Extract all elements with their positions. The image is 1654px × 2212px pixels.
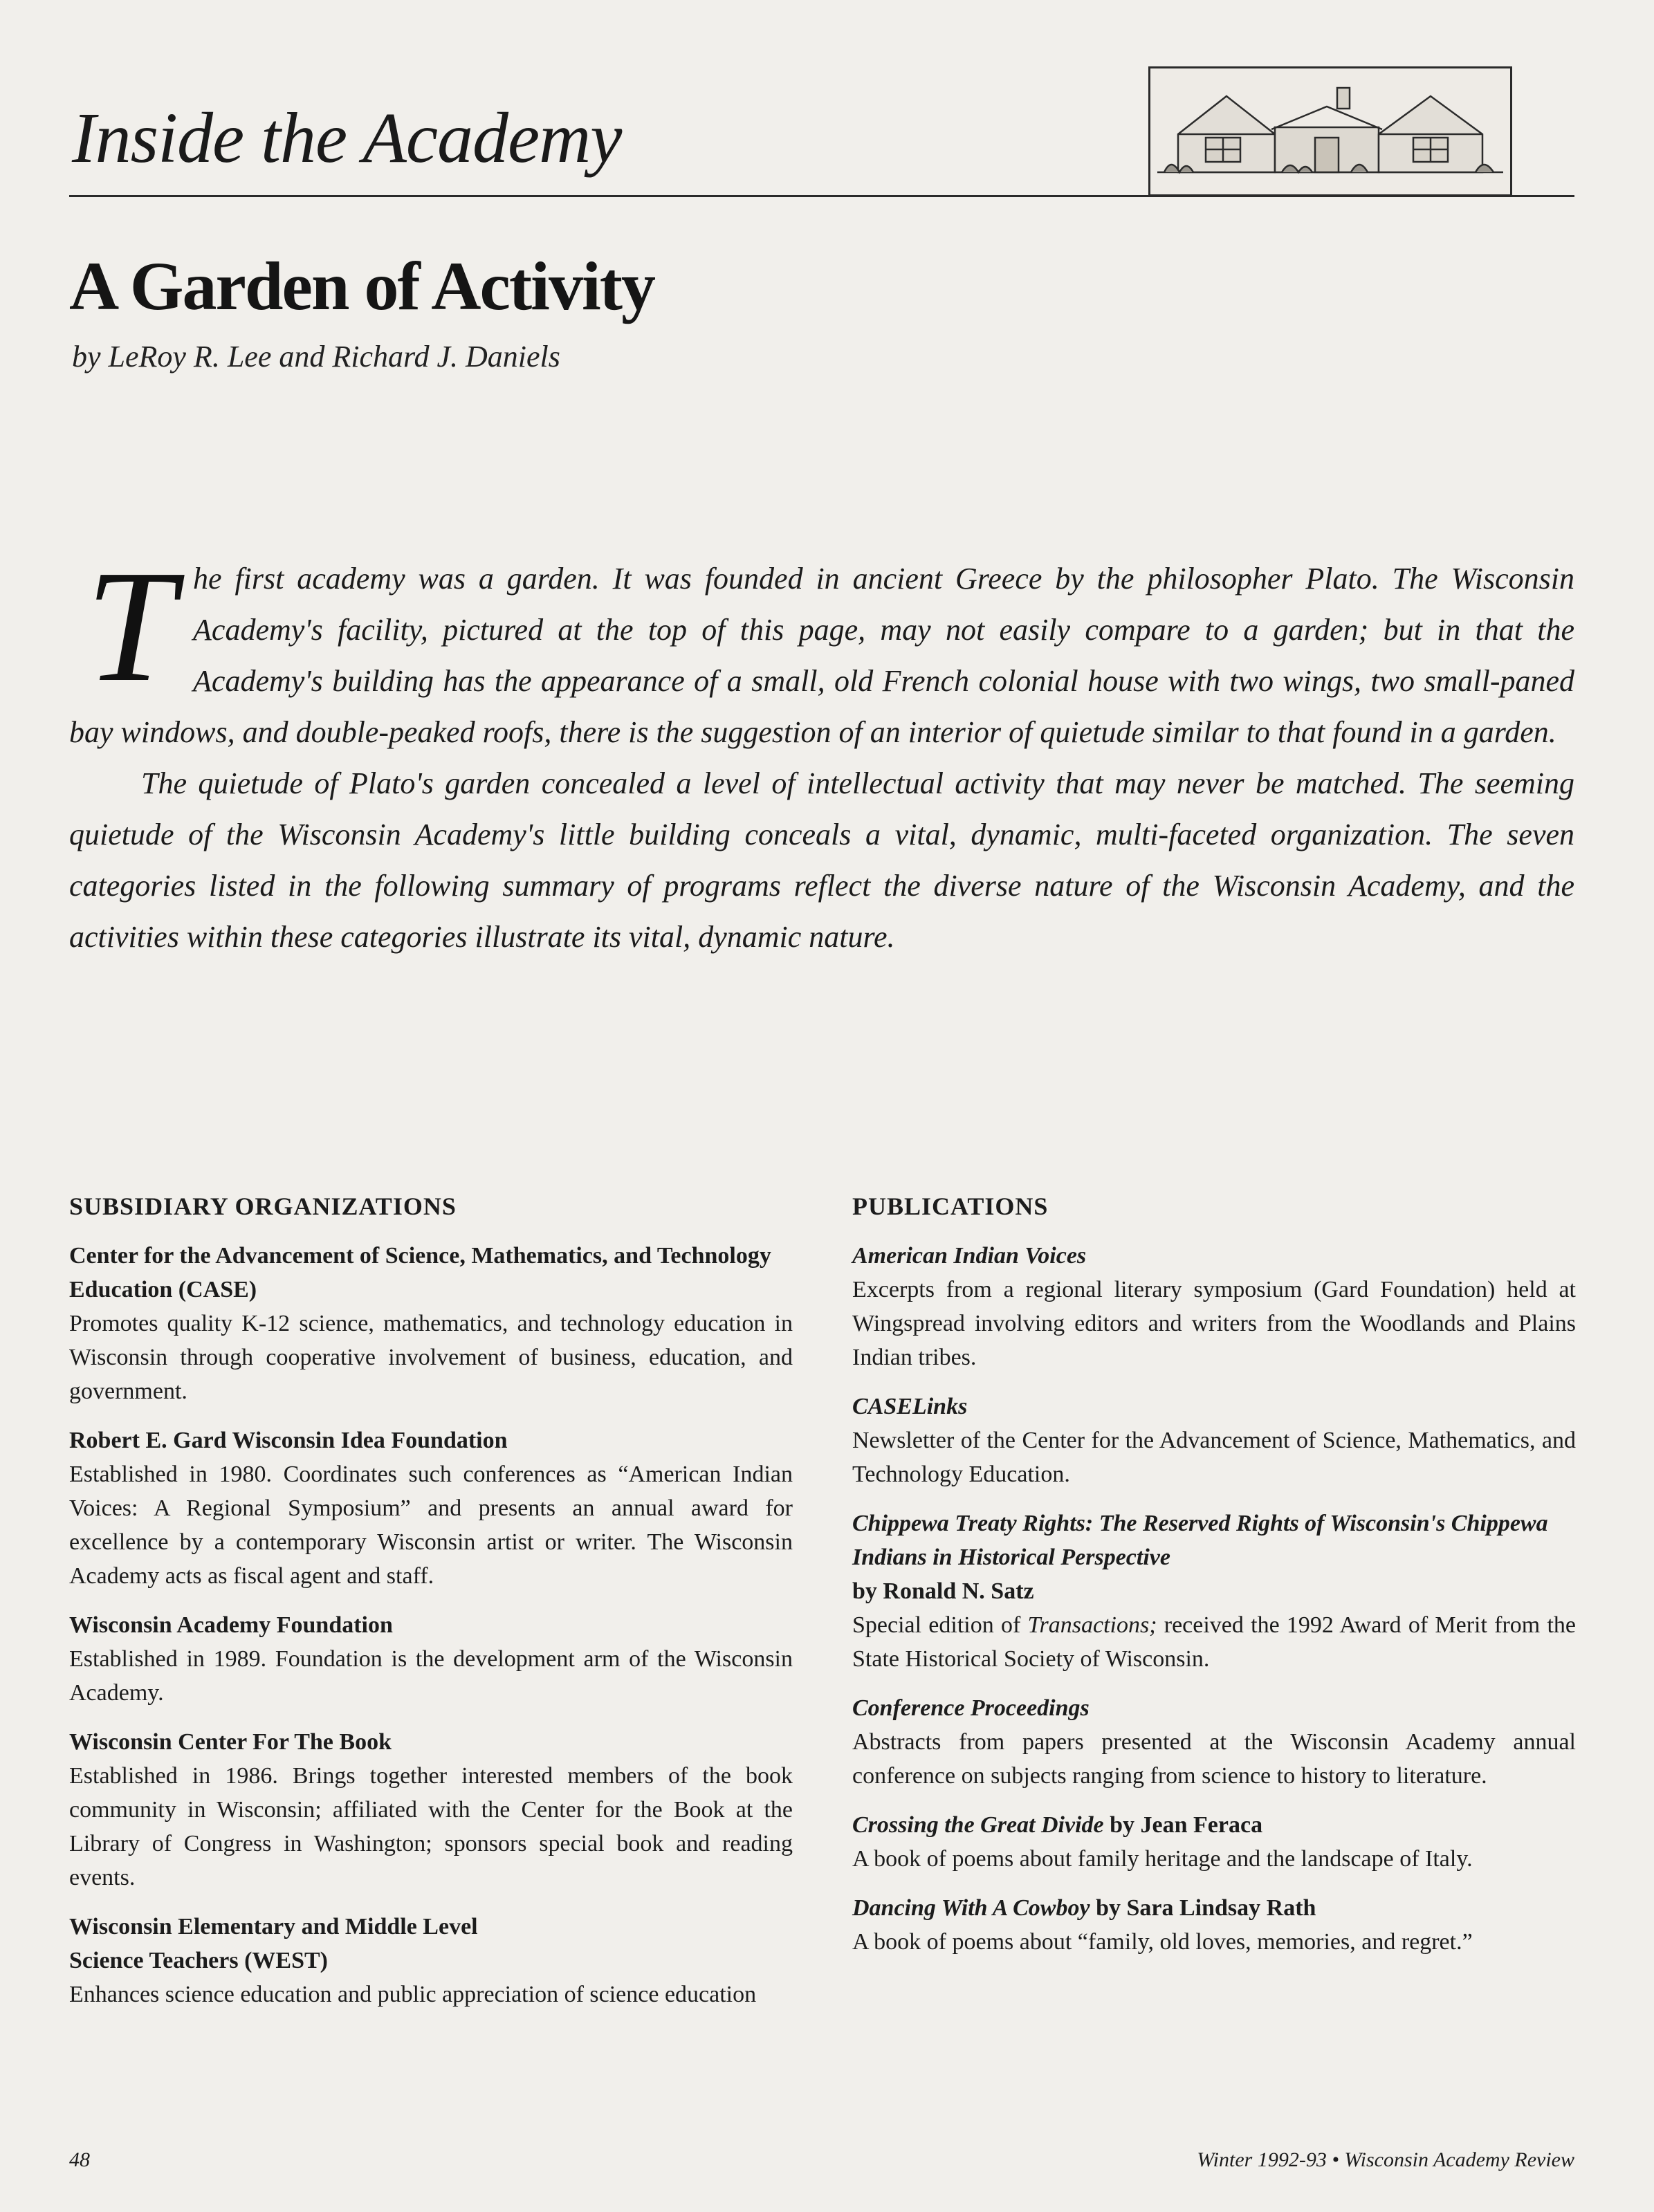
list-item (69, 1239, 793, 1408)
publications-heading: PUBLICATIONS (852, 1192, 1049, 1220)
entry-author: by Sara Lindsay Rath (1090, 1895, 1316, 1921)
house-illustration (1148, 66, 1512, 196)
byline: by LeRoy R. Lee and Richard J. Daniels (72, 340, 560, 374)
entry-author: by Jean Feraca (1103, 1812, 1263, 1838)
entry-name: Wisconsin Center For The Book (69, 1729, 392, 1755)
issue-label: Winter 1992-93 • Wisconsin Academy Review (1197, 2148, 1574, 2171)
entry-desc: Enhances science education and public appreciation of science education (69, 1982, 757, 2007)
entry-desc-post: received the 1992 Award of Merit from the State Historical Society of Wisconsin. (852, 1612, 1576, 1672)
list-item (69, 1725, 793, 1895)
entry-name: Wisconsin Elementary and Middle Level Science Teachers (WEST) (69, 1914, 478, 1973)
entry-desc (852, 1842, 1576, 1876)
entry-desc-text: Newsletter of the Center for the Advancement of Science, Mathematics, and Technology Education. (852, 1428, 1576, 1487)
entry-desc: Promotes quality K-12 science, mathematics, and technology education in Wisconsin through cooperative involvement of business, education, and government. (69, 1311, 793, 1404)
list-item (852, 1691, 1576, 1793)
entry-desc: Established in 1989. Foundation is the development arm of the Wisconsin Academy. (69, 1646, 793, 1706)
entry-desc (852, 1608, 1576, 1676)
entry-desc-text: A book of poems about “family, old loves, memories, and regret.” (852, 1929, 1473, 1955)
entry-name: Center for the Advancement of Science, Mathematics, and Technology Education (CASE) (69, 1243, 771, 1302)
intro-paragraph-1 (69, 537, 1574, 758)
list-item (852, 1891, 1576, 1959)
entry-title: Conference Proceedings (852, 1695, 1090, 1721)
list-item (69, 1608, 793, 1710)
intro-text (69, 537, 1574, 963)
list-item (852, 1808, 1576, 1876)
list-item (852, 1390, 1576, 1491)
subsidiary-heading: SUBSIDIARY ORGANIZATIONS (69, 1192, 457, 1220)
entry-desc-em: Transactions; (1027, 1612, 1157, 1638)
entry-desc (852, 1925, 1576, 1959)
entry-desc-text: A book of poems about family heritage and the landscape of Italy. (852, 1846, 1473, 1872)
subsidiary-column (69, 1190, 793, 2027)
entry-desc: Established in 1986. Brings together interested members of the book community in Wisconsin; affiliated with the Center for the Book at the Library of Congress in Washington; sponsors special book and reading events. (69, 1763, 793, 1890)
entry-name: Wisconsin Academy Foundation (69, 1612, 393, 1638)
list-item (852, 1506, 1576, 1676)
entry-desc (852, 1725, 1576, 1793)
entry-desc: Established in 1980. Coordinates such conferences as “American Indian Voices: A Regional Symposium” and presents an annual award for excellence by a contemporary Wisconsin artist or writer. The Wisconsin Academy acts as fiscal agent and staff. (69, 1462, 793, 1589)
header-rule (69, 195, 1574, 197)
entry-title: Dancing With A Cowboy (852, 1895, 1090, 1921)
entry-desc-text: Abstracts from papers presented at the Wisconsin Academy annual conference on subjects ranging from science to history to literature. (852, 1729, 1576, 1789)
intro-paragraph-1-text: he first academy was a garden. It was founded in ancient Greece by the philosopher Plato. The Wisconsin Academy's facility, pictured at the top of this page, may not easily compare to a garden; but in that the Academy's building has the appearance of a small, old French colonial house with two wings, two small-paned bay windows, and double-peaked roofs, there is the suggestion of an interior of quietude similar to that found in a garden. (69, 562, 1574, 749)
entry-title: Chippewa Treaty Rights: The Reserved Rights of Wisconsin's Chippewa Indians in Historical Perspective (852, 1511, 1548, 1570)
list-item (69, 1423, 793, 1593)
section-title: Inside the Academy (72, 98, 622, 178)
entry-desc (852, 1423, 1576, 1491)
entry-name: Robert E. Gard Wisconsin Idea Foundation (69, 1428, 508, 1453)
list-item (69, 1910, 793, 2011)
publications-column (852, 1190, 1576, 1974)
entry-desc-text: Special edition of (852, 1612, 1028, 1638)
entry-title: Crossing the Great Divide (852, 1812, 1104, 1838)
entry-desc (852, 1273, 1576, 1374)
intro-paragraph-2: The quietude of Plato's garden concealed a level of intellectual activity that may never be matched. The seeming quietude of the Wisconsin Academy's little building conceals a vital, dynamic, multi-faceted organization. The seven categories listed in the following summary of programs reflect the diverse nature of the Wisconsin Academy, and the activities within these categories illustrate its vital, dynamic nature. (69, 766, 1574, 954)
entry-desc-text: Excerpts from a regional literary symposium (Gard Foundation) held at Wingspread involving editors and writers from the Woodlands and Plains Indian tribes. (852, 1277, 1576, 1370)
list-item (852, 1239, 1576, 1374)
entry-author: by Ronald N. Satz (852, 1578, 1034, 1604)
entry-title: American Indian Voices (852, 1243, 1087, 1269)
entry-title: CASELinks (852, 1394, 968, 1419)
drop-cap: T (86, 537, 176, 715)
article-title: A Garden of Activity (69, 248, 655, 324)
page-number: 48 (69, 2148, 90, 2171)
